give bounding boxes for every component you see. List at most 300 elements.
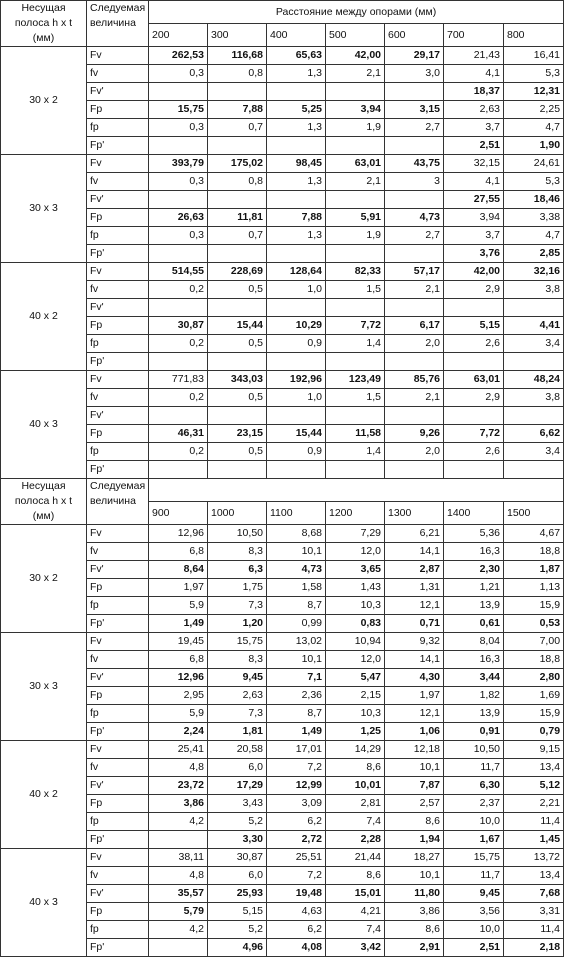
value-cell: 6,3 [208, 561, 267, 579]
value-cell: 123,49 [326, 371, 385, 389]
value-cell: 2,21 [504, 795, 564, 813]
value-cell [208, 137, 267, 155]
value-cell: 21,44 [326, 849, 385, 867]
value-cell: 2,80 [504, 669, 564, 687]
value-cell: 2,63 [208, 687, 267, 705]
quantity-cell: Fv [87, 849, 149, 867]
value-cell: 14,1 [385, 651, 444, 669]
value-cell: 12,1 [385, 597, 444, 615]
value-cell: 5,79 [149, 903, 208, 921]
value-cell: 38,11 [149, 849, 208, 867]
quantity-cell: Fv' [87, 777, 149, 795]
value-cell: 3,09 [267, 795, 326, 813]
value-cell: 3,86 [149, 795, 208, 813]
value-cell: 7,88 [208, 101, 267, 119]
value-cell: 2,85 [504, 245, 564, 263]
value-cell: 6,8 [149, 543, 208, 561]
value-cell: 2,63 [444, 101, 504, 119]
value-cell: 3,94 [444, 209, 504, 227]
value-cell: 24,61 [504, 155, 564, 173]
value-cell: 3,38 [504, 209, 564, 227]
value-cell [385, 191, 444, 209]
value-cell: 3,4 [504, 335, 564, 353]
value-cell: 7,72 [326, 317, 385, 335]
value-cell: 2,51 [444, 939, 504, 957]
value-cell: 1,5 [326, 389, 385, 407]
value-cell: 116,68 [208, 47, 267, 65]
value-cell: 26,63 [149, 209, 208, 227]
value-cell: 1,45 [504, 831, 564, 849]
quantity-cell: Fp [87, 687, 149, 705]
value-cell: 7,72 [444, 425, 504, 443]
value-cell [385, 83, 444, 101]
band-size-cell: 30 x 3 [1, 633, 87, 741]
value-cell: 1,0 [267, 389, 326, 407]
distance-column-header: 1100 [267, 502, 326, 525]
value-cell: 9,45 [444, 885, 504, 903]
value-cell: 6,21 [385, 525, 444, 543]
value-cell: 0,2 [149, 281, 208, 299]
quantity-cell: Fp [87, 903, 149, 921]
quantity-cell: Fp [87, 209, 149, 227]
value-cell: 8,7 [267, 597, 326, 615]
value-cell: 18,27 [385, 849, 444, 867]
value-cell: 10,29 [267, 317, 326, 335]
value-cell: 514,55 [149, 263, 208, 281]
value-cell: 0,7 [208, 119, 267, 137]
value-cell: 12,1 [385, 705, 444, 723]
value-cell: 5,9 [149, 705, 208, 723]
value-cell: 1,97 [385, 687, 444, 705]
header-row-top [1, 479, 564, 502]
value-cell: 9,45 [208, 669, 267, 687]
value-cell: 12,31 [504, 83, 564, 101]
value-cell: 2,9 [444, 281, 504, 299]
value-cell: 2,24 [149, 723, 208, 741]
value-cell: 8,6 [385, 921, 444, 939]
value-cell: 0,91 [444, 723, 504, 741]
value-cell: 3,4 [504, 443, 564, 461]
value-cell: 2,81 [326, 795, 385, 813]
band-size-cell: 40 x 3 [1, 849, 87, 957]
distance-column-header: 400 [267, 24, 326, 47]
quantity-cell: fv [87, 281, 149, 299]
value-cell: 1,58 [267, 579, 326, 597]
value-cell [385, 245, 444, 263]
value-cell: 15,44 [208, 317, 267, 335]
quantity-cell: Fv' [87, 561, 149, 579]
value-cell: 8,3 [208, 543, 267, 561]
value-cell: 2,6 [444, 443, 504, 461]
value-cell: 5,36 [444, 525, 504, 543]
value-cell: 3,94 [326, 101, 385, 119]
value-cell: 14,29 [326, 741, 385, 759]
value-cell: 23,15 [208, 425, 267, 443]
value-cell: 2,1 [385, 389, 444, 407]
quantity-cell: Fv [87, 155, 149, 173]
value-cell [444, 461, 504, 479]
distance-column-header: 1000 [208, 502, 267, 525]
distance-column-header: 300 [208, 24, 267, 47]
value-cell: 1,49 [267, 723, 326, 741]
value-cell: 0,79 [504, 723, 564, 741]
value-cell: 10,1 [267, 651, 326, 669]
value-cell: 0,2 [149, 389, 208, 407]
value-cell [504, 299, 564, 317]
value-cell: 0,3 [149, 227, 208, 245]
value-cell [267, 353, 326, 371]
value-cell: 10,0 [444, 921, 504, 939]
value-cell: 2,91 [385, 939, 444, 957]
value-cell: 3 [385, 173, 444, 191]
value-cell: 0,5 [208, 443, 267, 461]
value-cell: 2,37 [444, 795, 504, 813]
value-cell: 4,1 [444, 65, 504, 83]
value-cell: 13,9 [444, 597, 504, 615]
value-cell: 2,87 [385, 561, 444, 579]
value-cell: 3,44 [444, 669, 504, 687]
value-cell: 4,73 [267, 561, 326, 579]
value-cell: 9,32 [385, 633, 444, 651]
value-cell: 5,47 [326, 669, 385, 687]
value-cell: 2,1 [326, 65, 385, 83]
band-size-cell: 40 x 2 [1, 741, 87, 849]
value-cell: 4,2 [149, 921, 208, 939]
value-cell: 2,51 [444, 137, 504, 155]
value-cell: 2,7 [385, 227, 444, 245]
band-size-cell: 30 x 2 [1, 47, 87, 155]
quantity-cell: Fv' [87, 669, 149, 687]
quantity-cell: fp [87, 705, 149, 723]
distance-column-header: 1400 [444, 502, 504, 525]
value-cell: 3,43 [208, 795, 267, 813]
quantity-cell: Fv' [87, 407, 149, 425]
value-cell: 4,1 [444, 173, 504, 191]
distance-column-header: 1300 [385, 502, 444, 525]
quantity-cell: fp [87, 813, 149, 831]
value-cell: 3,7 [444, 227, 504, 245]
value-cell: 98,45 [267, 155, 326, 173]
quantity-cell: Fp [87, 101, 149, 119]
band-size-header: Несущая полоса h x t (мм) [1, 479, 87, 525]
value-cell [444, 353, 504, 371]
value-cell: 12,18 [385, 741, 444, 759]
value-cell [149, 939, 208, 957]
value-cell [208, 353, 267, 371]
value-cell: 15,01 [326, 885, 385, 903]
value-cell: 18,8 [504, 651, 564, 669]
table-row [1, 263, 564, 281]
value-cell: 16,3 [444, 543, 504, 561]
value-cell: 32,16 [504, 263, 564, 281]
value-cell: 1,3 [267, 173, 326, 191]
quantity-cell: fv [87, 65, 149, 83]
value-cell: 128,64 [267, 263, 326, 281]
value-cell: 2,95 [149, 687, 208, 705]
value-cell: 5,3 [504, 173, 564, 191]
value-cell: 19,48 [267, 885, 326, 903]
quantity-cell: fv [87, 389, 149, 407]
value-cell [149, 407, 208, 425]
value-cell: 7,1 [267, 669, 326, 687]
value-cell: 1,4 [326, 443, 385, 461]
value-cell: 0,71 [385, 615, 444, 633]
value-cell: 11,4 [504, 813, 564, 831]
table-row [1, 525, 564, 543]
quantity-cell: Fp' [87, 137, 149, 155]
value-cell: 1,3 [267, 65, 326, 83]
value-cell: 1,75 [208, 579, 267, 597]
value-cell: 15,75 [149, 101, 208, 119]
value-cell: 0,9 [267, 335, 326, 353]
value-cell: 30,87 [149, 317, 208, 335]
value-cell: 4,63 [267, 903, 326, 921]
table-row [1, 741, 564, 759]
value-cell: 3,76 [444, 245, 504, 263]
quantity-cell: Fv [87, 633, 149, 651]
value-cell: 19,45 [149, 633, 208, 651]
distance-column-header: 700 [444, 24, 504, 47]
value-cell: 1,9 [326, 119, 385, 137]
distance-column-header: 900 [149, 502, 208, 525]
value-cell: 0,5 [208, 335, 267, 353]
quantity-cell: Fp' [87, 939, 149, 957]
value-cell: 0,2 [149, 443, 208, 461]
value-cell [326, 83, 385, 101]
value-cell: 0,5 [208, 281, 267, 299]
value-cell: 85,76 [385, 371, 444, 389]
value-cell: 10,3 [326, 705, 385, 723]
value-cell [208, 299, 267, 317]
value-cell: 15,75 [208, 633, 267, 651]
value-cell [326, 353, 385, 371]
value-cell: 3,31 [504, 903, 564, 921]
value-cell: 18,37 [444, 83, 504, 101]
value-cell [149, 461, 208, 479]
quantity-cell: Fv [87, 525, 149, 543]
quantity-cell: Fp' [87, 723, 149, 741]
value-cell: 11,7 [444, 759, 504, 777]
quantity-cell: fv [87, 759, 149, 777]
value-cell: 262,53 [149, 47, 208, 65]
quantity-cell: Fp [87, 317, 149, 335]
value-cell: 9,15 [504, 741, 564, 759]
value-cell [267, 299, 326, 317]
value-cell: 192,96 [267, 371, 326, 389]
value-cell [504, 353, 564, 371]
quantity-cell: Fp' [87, 353, 149, 371]
value-cell: 13,4 [504, 867, 564, 885]
value-cell [149, 353, 208, 371]
value-cell: 5,2 [208, 921, 267, 939]
value-cell: 1,90 [504, 137, 564, 155]
value-cell: 0,61 [444, 615, 504, 633]
quantity-header: Следуемая величина [87, 1, 149, 47]
value-cell: 1,43 [326, 579, 385, 597]
value-cell: 11,80 [385, 885, 444, 903]
quantity-cell: fp [87, 443, 149, 461]
value-cell: 2,72 [267, 831, 326, 849]
value-cell: 18,46 [504, 191, 564, 209]
value-cell: 1,31 [385, 579, 444, 597]
value-cell: 10,50 [444, 741, 504, 759]
value-cell: 6,0 [208, 759, 267, 777]
value-cell: 10,0 [444, 813, 504, 831]
value-cell: 43,75 [385, 155, 444, 173]
value-cell: 7,3 [208, 597, 267, 615]
quantity-cell: fv [87, 543, 149, 561]
value-cell: 3,30 [208, 831, 267, 849]
value-cell [385, 353, 444, 371]
value-cell [385, 137, 444, 155]
value-cell: 0,7 [208, 227, 267, 245]
table-row [1, 849, 564, 867]
quantity-cell: Fp' [87, 831, 149, 849]
value-cell: 1,97 [149, 579, 208, 597]
value-cell: 4,2 [149, 813, 208, 831]
value-cell: 25,41 [149, 741, 208, 759]
value-cell: 7,29 [326, 525, 385, 543]
value-cell: 6,62 [504, 425, 564, 443]
value-cell: 32,15 [444, 155, 504, 173]
value-cell: 7,3 [208, 705, 267, 723]
value-cell [208, 407, 267, 425]
quantity-cell: Fv' [87, 83, 149, 101]
value-cell: 5,9 [149, 597, 208, 615]
value-cell: 0,5 [208, 389, 267, 407]
value-cell: 17,01 [267, 741, 326, 759]
value-cell [504, 461, 564, 479]
value-cell: 57,17 [385, 263, 444, 281]
value-cell [385, 299, 444, 317]
value-cell: 6,2 [267, 921, 326, 939]
value-cell: 7,00 [504, 633, 564, 651]
value-cell: 63,01 [326, 155, 385, 173]
value-cell: 18,8 [504, 543, 564, 561]
quantity-cell: fp [87, 227, 149, 245]
value-cell: 1,5 [326, 281, 385, 299]
value-cell: 20,58 [208, 741, 267, 759]
value-cell: 11,58 [326, 425, 385, 443]
value-cell: 3,0 [385, 65, 444, 83]
value-cell: 46,31 [149, 425, 208, 443]
value-cell: 8,04 [444, 633, 504, 651]
value-cell: 25,93 [208, 885, 267, 903]
value-cell: 10,94 [326, 633, 385, 651]
value-cell [267, 461, 326, 479]
value-cell: 1,21 [444, 579, 504, 597]
value-cell: 4,7 [504, 119, 564, 137]
value-cell [326, 407, 385, 425]
value-cell: 10,1 [385, 759, 444, 777]
value-cell: 2,57 [385, 795, 444, 813]
value-cell: 7,4 [326, 813, 385, 831]
value-cell: 5,25 [267, 101, 326, 119]
value-cell: 0,8 [208, 65, 267, 83]
value-cell: 5,12 [504, 777, 564, 795]
value-cell: 10,1 [267, 543, 326, 561]
value-cell: 175,02 [208, 155, 267, 173]
value-cell: 12,99 [267, 777, 326, 795]
value-cell: 7,68 [504, 885, 564, 903]
value-cell: 2,25 [504, 101, 564, 119]
value-cell: 8,6 [326, 759, 385, 777]
value-cell [444, 407, 504, 425]
distance-column-header: 500 [326, 24, 385, 47]
quantity-cell: Fp' [87, 461, 149, 479]
value-cell: 4,41 [504, 317, 564, 335]
value-cell: 8,7 [267, 705, 326, 723]
value-cell: 14,1 [385, 543, 444, 561]
value-cell: 4,8 [149, 759, 208, 777]
band-size-cell: 40 x 3 [1, 371, 87, 479]
value-cell: 13,9 [444, 705, 504, 723]
quantity-cell: Fv [87, 47, 149, 65]
quantity-cell: fv [87, 867, 149, 885]
value-cell: 2,9 [444, 389, 504, 407]
value-cell [149, 83, 208, 101]
value-cell [149, 191, 208, 209]
value-cell: 4,08 [267, 939, 326, 957]
value-cell: 1,13 [504, 579, 564, 597]
value-cell: 0,53 [504, 615, 564, 633]
value-cell [326, 137, 385, 155]
value-cell: 0,3 [149, 65, 208, 83]
value-cell [444, 299, 504, 317]
value-cell [326, 299, 385, 317]
value-cell: 65,63 [267, 47, 326, 65]
value-cell: 12,0 [326, 543, 385, 561]
value-cell: 82,33 [326, 263, 385, 281]
value-cell: 2,7 [385, 119, 444, 137]
value-cell: 5,15 [208, 903, 267, 921]
quantity-cell: fv [87, 651, 149, 669]
value-cell: 1,20 [208, 615, 267, 633]
value-cell: 12,96 [149, 669, 208, 687]
value-cell: 2,18 [504, 939, 564, 957]
value-cell: 1,67 [444, 831, 504, 849]
value-cell: 15,9 [504, 705, 564, 723]
quantity-cell: Fv [87, 263, 149, 281]
value-cell: 1,9 [326, 227, 385, 245]
value-cell: 6,0 [208, 867, 267, 885]
support-distance-header [149, 479, 564, 502]
value-cell: 2,30 [444, 561, 504, 579]
value-cell: 8,6 [326, 867, 385, 885]
value-cell [326, 245, 385, 263]
distance-column-header: 800 [504, 24, 564, 47]
value-cell: 0,99 [267, 615, 326, 633]
value-cell: 228,69 [208, 263, 267, 281]
value-cell: 8,3 [208, 651, 267, 669]
value-cell: 0,3 [149, 173, 208, 191]
value-cell [326, 461, 385, 479]
value-cell: 27,55 [444, 191, 504, 209]
quantity-cell: Fp' [87, 245, 149, 263]
value-cell: 8,68 [267, 525, 326, 543]
value-cell [267, 83, 326, 101]
distance-column-header: 200 [149, 24, 208, 47]
value-cell [149, 245, 208, 263]
value-cell: 3,7 [444, 119, 504, 137]
value-cell: 0,3 [149, 119, 208, 137]
quantity-cell: Fp [87, 795, 149, 813]
quantity-cell: fp [87, 335, 149, 353]
value-cell: 3,8 [504, 281, 564, 299]
value-cell: 3,65 [326, 561, 385, 579]
value-cell [208, 83, 267, 101]
value-cell: 63,01 [444, 371, 504, 389]
